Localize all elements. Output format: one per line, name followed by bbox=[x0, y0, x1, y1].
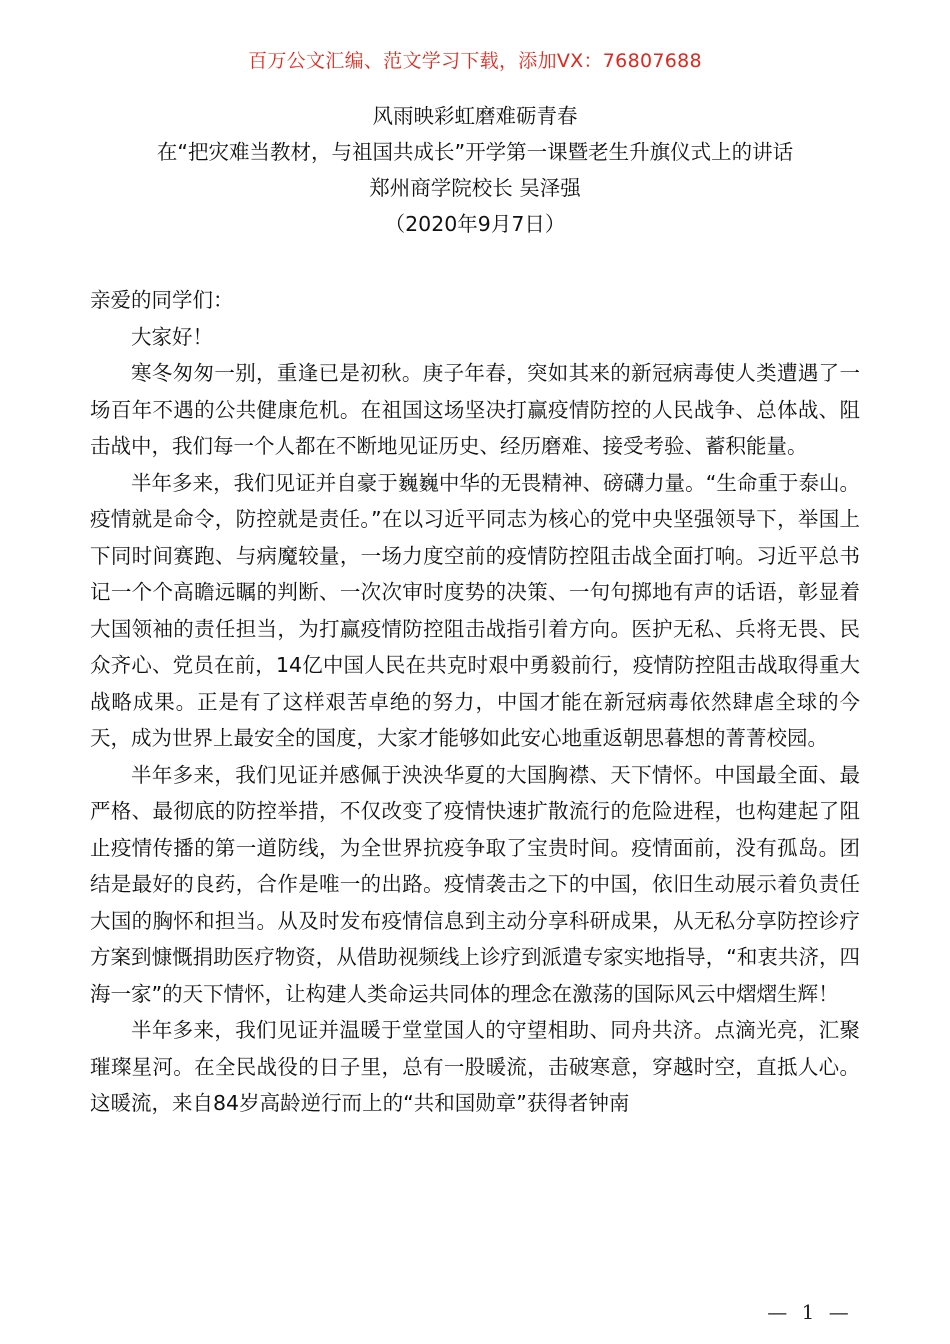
greeting: 大家好！ bbox=[131, 324, 213, 349]
body-paragraph: 半年多来，我们见证并自豪于巍巍中华的无畏精神、磅礴力量。“生命重于泰山。疫情就是命令，防控就是责任。”在以习近平同志为核心的党中央坚强领导下，举国上下同时间赛跑、与病魔较量，一场力度空前的疫情防控阻击战全面打响。习近平总书记一个个高瞻远瞩的判断、一次次审时度势的决策、一句句掷地有声的话语，彰显着大国领袖的责任担当，为打赢疫情防控阻击战指引着方向。医护无私、兵将无畏、民众齐心、党员在前，14亿中国人民在共克时艰中勇毅前行，疫情防控阻击战取得重大战略成果。正是有了这样艰苦卓绝的努力，中国才能在新冠病毒依然肆虐全球的今天，成为世界上最安全的国度，大家才能够如此安心地重返朝思暮想的菁菁校园。 bbox=[90, 470, 860, 750]
page-number: — 1 — bbox=[767, 1300, 853, 1324]
document-title: 风雨映彩虹磨难砺青春 bbox=[372, 104, 578, 128]
body-paragraph: 半年多来，我们见证并感佩于泱泱华夏的大国胸襟、天下情怀。中国最全面、最严格、最彻底的防控举措，不仅改变了疫情快速扩散流行的危险进程，也构建起了阻止疫情传播的第一道防线，为全世界抗疫争取了宝贵时间。疫情面前，没有孤岛。团结是最好的良药，合作是唯一的出路。疫情袭击之下的中国，依旧生动展示着负责任大国的胸怀和担当。从及时发布疫情信息到主动分享科研成果，从无私分享防控诊疗方案到慷慨捐助医疗物资，从借助视频线上诊疗到派遣专家实地指导，“和衷共济，四海一家”的天下情怀，让构建人类命运共同体的理念在激荡的国际风云中熠熠生辉！ bbox=[90, 762, 860, 1006]
title-block bbox=[0, 98, 950, 242]
header-banner: 百万公文汇编、范文学习下载，添加VX：76807688 bbox=[248, 50, 702, 72]
body-paragraph: 寒冬匆匆一别，重逢已是初秋。庚子年春，突如其来的新冠病毒使人类遭遇了一场百年不遇的公共健康危机。在祖国这场坚决打赢疫情防控的人民战争、总体战、阻击战中，我们每一个人都在不断地见证历史、经历磨难、接受考验、蓄积能量。 bbox=[90, 361, 860, 458]
date-line: （2020年9月7日） bbox=[384, 212, 566, 236]
body-paragraph: 半年多来，我们见证并温暖于堂堂国人的守望相助、同舟共济。点滴光亮，汇聚璀璨星河。在全民战役的日子里，总有一股暖流，击破寒意，穿越时空，直抵人心。这暖流，来自84岁高龄逆行而上的“共和国勋章”获得者钟南 bbox=[90, 1018, 860, 1115]
author-line: 郑州商学院校长 吴泽强 bbox=[369, 176, 581, 200]
speech-body bbox=[90, 282, 860, 1122]
document-subtitle: 在“把灾难当教材，与祖国共成长”开学第一课暨老生升旗仪式上的讲话 bbox=[156, 140, 794, 164]
salutation: 亲爱的同学们： bbox=[90, 288, 234, 312]
